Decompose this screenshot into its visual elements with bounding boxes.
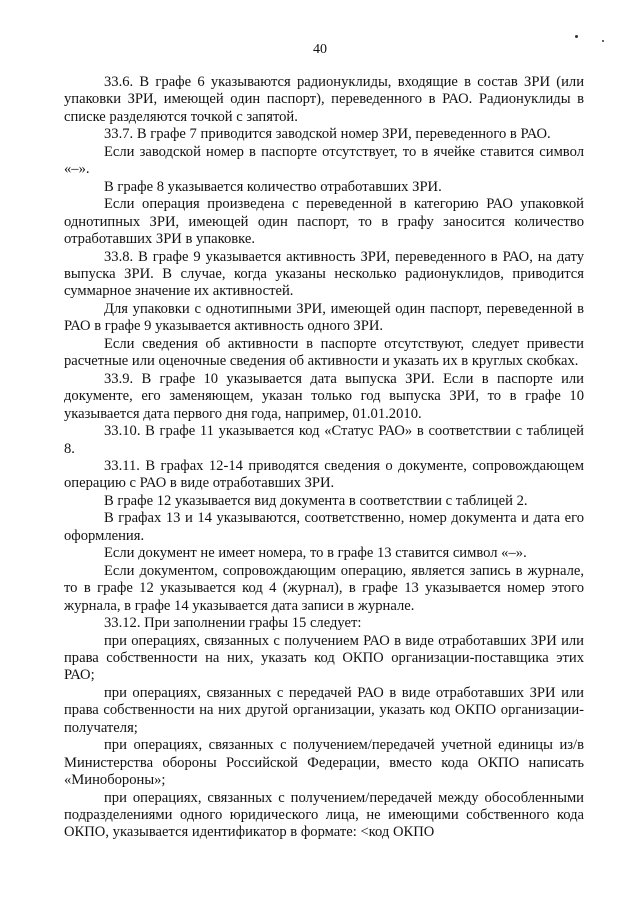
paragraph: Если заводской номер в паспорте отсутствует, то в ячейке ставится символ «–».: [64, 143, 584, 178]
scan-speck: [575, 35, 578, 38]
scan-speck: [602, 40, 604, 42]
paragraph: Если документ не имеет номера, то в графе 13 ставится символ «–».: [104, 545, 527, 562]
paragraph-33-11: 33.11. В графах 12-14 приводятся сведения о документе, сопровождающем операцию с РАО в виде отработавших ЗРИ.: [64, 457, 584, 492]
page-number: 40: [313, 42, 327, 57]
paragraph: Если сведения об активности в паспорте отсутствуют, следует привести расчетные или оценочные сведения об активности и указать их в круглых скобках.: [64, 335, 584, 370]
paragraph: В графах 13 и 14 указываются, соответственно, номер документа и дата его оформления.: [64, 510, 584, 544]
list-item: при операциях, связанных с получением/передачей учетной единицы из/в Министерства обороны Российской Федерации, вместо кода ОКПО написать «Минобороны»;: [64, 737, 584, 789]
list-item: при операциях, связанных с получением/передачей между обособленными подразделениями одного юридического лица, не имеющими собственного кода ОКПО, указывается идентификатор в формате: <код ОКПО: [64, 789, 584, 841]
paragraph-33-6: 33.6. В графе 6 указываются радионуклиды, входящие в состав ЗРИ (или упаковки ЗРИ, имеющей один паспорт), переведенного в РАО. Радионуклиды в списке разделяются точкой с запятой.: [64, 74, 584, 125]
paragraph: Если операция произведена с переведенной в категорию РАО упаковкой однотипных ЗРИ, имеющей один паспорт, то в графу заносится количество отработавших ЗРИ в упаковке.: [64, 196, 584, 248]
paragraph-33-7: 33.7. В графе 7 приводится заводской номер ЗРИ, переведенного в РАО.: [104, 126, 551, 143]
paragraph-33-8: 33.8. В графе 9 указывается активность ЗРИ, переведенного в РАО, на дату выпуска ЗРИ. В случае, когда указаны несколько радионуклидов, приводится суммарное значение их активностей.: [64, 248, 584, 300]
paragraph: В графе 12 указывается вид документа в соответствии с таблицей 2.: [104, 492, 528, 509]
list-item: при операциях, связанных с получением РАО в виде отработавших ЗРИ или права собственности на них, указать код ОКПО организации-поставщика этих РАО;: [64, 632, 584, 684]
body-text: [64, 74, 584, 842]
list-item: при операциях, связанных с передачей РАО в виде отработавших ЗРИ или права собственности на них другой организации, указать код ОКПО организации-получателя;: [64, 684, 584, 736]
paragraph: В графе 8 указывается количество отработавших ЗРИ.: [104, 178, 442, 195]
paragraph-33-12: 33.12. При заполнении графы 15 следует:: [104, 615, 362, 632]
paragraph: Для упаковки с однотипными ЗРИ, имеющей один паспорт, переведенной в РАО в графе 9 указывается активность одного ЗРИ.: [64, 300, 584, 335]
paragraph-33-9: 33.9. В графе 10 указывается дата выпуска ЗРИ. Если в паспорте или документе, его заменяющем, указан только год выпуска ЗРИ, то в графе 10 указывается дата первого дня года, например, 01.01.2010.: [64, 370, 584, 422]
paragraph: Если документом, сопровождающим операцию, является запись в журнале, то в графе 12 указывается код 4 (журнал), в графе 13 указывается номер этого журнала, в графе 14 указывается дата записи в журнале.: [64, 562, 584, 614]
paragraph-33-10: 33.10. В графе 11 указывается код «Статус РАО» в соответствии с таблицей 8.: [64, 423, 584, 457]
